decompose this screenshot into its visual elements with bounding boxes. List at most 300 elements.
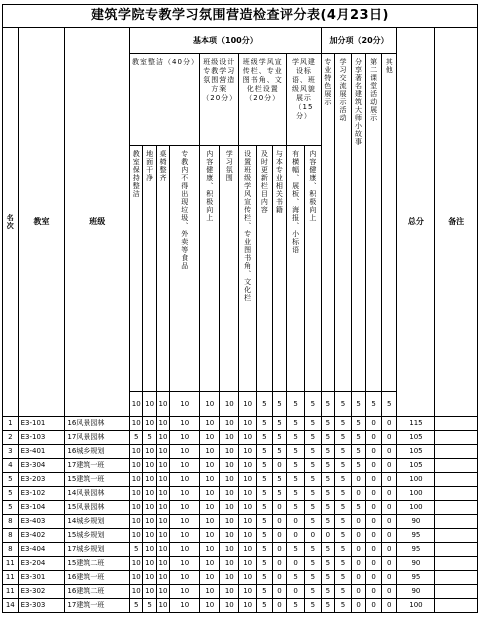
score-cell: 10 (170, 529, 200, 543)
score-cell: 0 (366, 557, 382, 571)
score-cell: 10 (143, 501, 156, 515)
score-cell: 10 (156, 543, 169, 557)
score-cell: 5 (321, 543, 334, 557)
col-second-classroom: 第二课堂活动展示 (366, 54, 382, 392)
score-cell: 10 (239, 571, 257, 585)
score-cell: 5 (351, 459, 365, 473)
score-cell: 10 (156, 557, 169, 571)
table-row (3, 529, 478, 543)
score-cell: 5 (305, 557, 322, 571)
score-cell: 10 (200, 529, 220, 543)
score-cell: 5 (305, 417, 322, 431)
group-slogans: 学风建设标语、班级风貌展示（15分） (287, 54, 322, 146)
score-cell: 10 (156, 417, 169, 431)
score-cell: 5 (321, 515, 334, 529)
score-cell: 10 (156, 487, 169, 501)
score-cell: 0 (287, 585, 305, 599)
score-cell: 10 (156, 445, 169, 459)
max-score-cell: 5 (257, 392, 273, 417)
total-cell: 90 (397, 515, 435, 529)
remark-cell (435, 431, 478, 445)
score-cell: 10 (200, 515, 220, 529)
score-cell: 10 (143, 557, 156, 571)
score-cell: 5 (305, 431, 322, 445)
score-cell: 0 (351, 515, 365, 529)
score-cell: 0 (381, 557, 397, 571)
score-cell: 0 (366, 543, 382, 557)
score-cell: 10 (156, 571, 169, 585)
score-cell: 5 (257, 585, 273, 599)
score-cell: 5 (305, 445, 322, 459)
score-cell: 5 (130, 599, 143, 613)
score-cell: 5 (305, 459, 322, 473)
col-other: 其他 (381, 54, 397, 392)
remark-cell (435, 473, 478, 487)
total-cell: 105 (397, 431, 435, 445)
col-exchange-activity: 学习交流展示活动 (335, 54, 352, 392)
score-cell: 10 (170, 515, 200, 529)
score-cell: 10 (143, 543, 156, 557)
score-cell: 10 (156, 529, 169, 543)
remark-cell (435, 571, 478, 585)
col-study-atmosphere: 学习氛围 (220, 146, 239, 392)
score-cell: 0 (351, 487, 365, 501)
total-cell: 100 (397, 599, 435, 613)
score-cell: 5 (130, 431, 143, 445)
group-classroom-clean: 教室整洁（40分） (130, 54, 200, 146)
score-cell: 10 (170, 459, 200, 473)
score-cell: 10 (200, 585, 220, 599)
remark-cell (435, 543, 478, 557)
score-cell: 10 (220, 431, 239, 445)
col-keep-clean: 教室保持整洁 (130, 146, 143, 392)
score-cell: 0 (351, 571, 365, 585)
score-cell: 10 (130, 417, 143, 431)
score-cell: 10 (239, 599, 257, 613)
score-cell: 5 (335, 557, 352, 571)
score-cell: 10 (220, 473, 239, 487)
score-cell: 10 (130, 515, 143, 529)
classroom-cell: E3-101 (18, 417, 65, 431)
score-cell: 0 (366, 599, 382, 613)
rank-cell: 3 (3, 445, 19, 459)
score-cell: 0 (351, 599, 365, 613)
score-cell: 10 (143, 445, 156, 459)
score-cell: 10 (143, 459, 156, 473)
score-cell: 5 (305, 501, 322, 515)
score-cell: 10 (143, 529, 156, 543)
score-cell: 10 (220, 599, 239, 613)
score-cell: 0 (351, 529, 365, 543)
max-score-cell: 10 (130, 392, 143, 417)
rank-header: 名次 (3, 28, 19, 417)
score-cell: 10 (220, 529, 239, 543)
classroom-cell: E3-204 (18, 557, 65, 571)
score-cell: 5 (335, 529, 352, 543)
score-cell: 0 (366, 417, 382, 431)
score-cell: 10 (170, 599, 200, 613)
class-cell: 17建筑一班 (65, 599, 130, 613)
score-cell: 10 (220, 459, 239, 473)
total-cell: 90 (397, 585, 435, 599)
score-cell: 0 (366, 487, 382, 501)
score-cell: 10 (156, 431, 169, 445)
score-cell: 10 (143, 417, 156, 431)
score-cell: 5 (305, 543, 322, 557)
table-row (3, 431, 478, 445)
classroom-cell: E3-301 (18, 571, 65, 585)
score-cell: 5 (321, 417, 334, 431)
score-cell: 5 (335, 571, 352, 585)
score-cell: 10 (200, 473, 220, 487)
score-cell: 5 (305, 571, 322, 585)
class-cell: 14风景园林 (65, 487, 130, 501)
score-cell: 5 (351, 431, 365, 445)
classroom-cell: E3-403 (18, 515, 65, 529)
bonus-items-header: 加分项（20分） (321, 28, 397, 54)
score-cell: 5 (257, 529, 273, 543)
col-set-columns: 设置班级学风宣传栏、专业图书角、文化栏 (239, 146, 257, 392)
score-cell: 5 (335, 585, 352, 599)
score-cell: 0 (366, 445, 382, 459)
class-header: 班级 (65, 28, 130, 417)
page-title: 建筑学院专教学习氛围营造检查评分表(4月23日) (3, 5, 478, 28)
score-cell: 5 (335, 487, 352, 501)
score-cell: 5 (257, 515, 273, 529)
score-cell: 0 (272, 515, 286, 529)
max-score-cell: 10 (220, 392, 239, 417)
max-score-cell: 5 (335, 392, 352, 417)
score-cell: 0 (351, 473, 365, 487)
score-cell: 5 (335, 445, 352, 459)
score-cell: 10 (170, 445, 200, 459)
max-score-cell: 5 (321, 392, 334, 417)
score-cell: 0 (366, 585, 382, 599)
total-header: 总分 (397, 28, 435, 417)
score-cell: 5 (287, 487, 305, 501)
group-publicity-column: 班级学风宣传栏、专业图书角、文化栏设置（20分） (239, 54, 287, 146)
score-cell: 5 (287, 445, 305, 459)
score-cell: 0 (351, 543, 365, 557)
score-cell: 0 (366, 473, 382, 487)
score-cell: 10 (130, 585, 143, 599)
score-cell: 5 (305, 599, 322, 613)
score-cell: 5 (257, 473, 273, 487)
score-cell: 10 (143, 585, 156, 599)
score-cell: 5 (272, 417, 286, 431)
remark-cell (435, 459, 478, 473)
total-cell: 115 (397, 417, 435, 431)
score-cell: 10 (200, 417, 220, 431)
col-content-healthy: 内容健康、积极向上 (200, 146, 220, 392)
table-row (3, 473, 478, 487)
group-atmosphere-plan: 班级设计专教学习氛围营造方案（20分） (200, 54, 239, 146)
score-cell: 10 (156, 599, 169, 613)
score-cell: 5 (257, 599, 273, 613)
score-cell: 10 (220, 585, 239, 599)
score-cell: 0 (366, 515, 382, 529)
score-cell: 10 (220, 487, 239, 501)
score-cell: 10 (239, 585, 257, 599)
class-cell: 14城乡规划 (65, 515, 130, 529)
rank-cell: 14 (3, 599, 19, 613)
score-cell: 10 (156, 515, 169, 529)
total-cell: 95 (397, 529, 435, 543)
rank-cell: 5 (3, 487, 19, 501)
remark-cell (435, 557, 478, 571)
score-cell: 10 (143, 571, 156, 585)
max-score-cell: 5 (381, 392, 397, 417)
score-cell: 0 (381, 515, 397, 529)
score-cell: 0 (381, 585, 397, 599)
score-cell: 0 (272, 529, 286, 543)
rank-cell: 8 (3, 529, 19, 543)
score-cell: 0 (381, 473, 397, 487)
score-cell: 10 (239, 529, 257, 543)
score-cell: 10 (220, 515, 239, 529)
score-cell: 10 (130, 487, 143, 501)
score-cell: 0 (381, 543, 397, 557)
remark-cell (435, 445, 478, 459)
rank-cell: 1 (3, 417, 19, 431)
score-cell: 5 (287, 459, 305, 473)
score-cell: 5 (335, 417, 352, 431)
table-row (3, 417, 478, 431)
score-cell: 0 (272, 599, 286, 613)
score-cell: 5 (335, 501, 352, 515)
score-cell: 5 (272, 487, 286, 501)
classroom-cell: E3-103 (18, 431, 65, 445)
score-cell: 5 (287, 417, 305, 431)
class-cell: 16建筑二班 (65, 585, 130, 599)
remark-cell (435, 501, 478, 515)
score-cell: 10 (130, 501, 143, 515)
score-cell: 10 (156, 473, 169, 487)
score-cell: 0 (381, 431, 397, 445)
classroom-cell: E3-203 (18, 473, 65, 487)
score-cell: 5 (305, 487, 322, 501)
score-cell: 0 (272, 557, 286, 571)
score-cell: 5 (287, 599, 305, 613)
class-cell: 15城乡规划 (65, 529, 130, 543)
score-cell: 10 (220, 417, 239, 431)
score-cell: 0 (366, 571, 382, 585)
score-cell: 5 (335, 473, 352, 487)
score-cell: 10 (170, 571, 200, 585)
score-cell: 5 (257, 431, 273, 445)
score-cell: 10 (130, 557, 143, 571)
score-cell: 10 (170, 473, 200, 487)
table-row (3, 599, 478, 613)
score-cell: 5 (287, 501, 305, 515)
score-cell: 0 (272, 459, 286, 473)
score-cell: 10 (200, 431, 220, 445)
score-cell: 10 (200, 445, 220, 459)
remark-header: 备注 (435, 28, 478, 417)
class-cell: 15风景园林 (65, 501, 130, 515)
col-floor-clean: 地面干净 (143, 146, 156, 392)
score-cell: 0 (381, 487, 397, 501)
class-cell: 16建筑一班 (65, 571, 130, 585)
class-cell: 17城乡规划 (65, 543, 130, 557)
score-cell: 10 (130, 571, 143, 585)
score-cell: 5 (272, 473, 286, 487)
score-cell: 5 (351, 445, 365, 459)
score-cell: 5 (257, 557, 273, 571)
score-cell: 10 (170, 557, 200, 571)
score-cell: 0 (272, 571, 286, 585)
score-cell: 10 (170, 431, 200, 445)
score-cell: 10 (239, 543, 257, 557)
table-row (3, 487, 478, 501)
score-cell: 10 (220, 501, 239, 515)
score-cell: 5 (305, 473, 322, 487)
rank-cell: 11 (3, 557, 19, 571)
score-cell: 0 (287, 515, 305, 529)
score-cell: 10 (239, 417, 257, 431)
remark-cell (435, 599, 478, 613)
col-major-feature: 专业特色展示 (321, 54, 334, 392)
remark-cell (435, 487, 478, 501)
score-cell: 10 (143, 473, 156, 487)
classroom-cell: E3-404 (18, 543, 65, 557)
col-architect-stories: 分享著名建筑大师小故事 (351, 54, 365, 392)
remark-cell (435, 585, 478, 599)
table-row (3, 585, 478, 599)
score-cell: 5 (335, 431, 352, 445)
classroom-cell: E3-304 (18, 459, 65, 473)
score-cell: 5 (143, 599, 156, 613)
score-cell: 5 (321, 501, 334, 515)
score-cell: 0 (272, 585, 286, 599)
score-cell: 10 (200, 599, 220, 613)
score-cell: 5 (287, 543, 305, 557)
rank-cell: 11 (3, 571, 19, 585)
score-cell: 5 (272, 431, 286, 445)
score-cell: 0 (287, 529, 305, 543)
score-cell: 10 (130, 459, 143, 473)
table-row (3, 557, 478, 571)
score-cell: 10 (239, 473, 257, 487)
score-cell: 0 (381, 571, 397, 585)
max-score-cell: 5 (272, 392, 286, 417)
rank-cell: 2 (3, 431, 19, 445)
score-cell: 0 (305, 529, 322, 543)
classroom-cell: E3-102 (18, 487, 65, 501)
class-cell: 16城乡规划 (65, 445, 130, 459)
score-cell: 5 (272, 445, 286, 459)
score-cell: 10 (156, 459, 169, 473)
class-cell: 17风景园林 (65, 431, 130, 445)
score-cell: 10 (156, 501, 169, 515)
col-desks-tidy: 桌椅整齐 (156, 146, 169, 392)
score-cell: 10 (220, 445, 239, 459)
score-cell: 5 (287, 431, 305, 445)
table-row (3, 543, 478, 557)
score-cell: 10 (156, 585, 169, 599)
score-cell: 5 (257, 445, 273, 459)
score-cell: 10 (239, 515, 257, 529)
score-cell: 0 (272, 501, 286, 515)
score-cell: 10 (170, 501, 200, 515)
remark-cell (435, 417, 478, 431)
score-cell: 10 (130, 445, 143, 459)
score-cell: 5 (257, 501, 273, 515)
total-cell: 100 (397, 473, 435, 487)
col-update-content: 及时更新栏目内容 (257, 146, 273, 392)
basic-items-header: 基本项（100分） (130, 28, 322, 54)
col-content-positive: 内容健康、积极向上 (305, 146, 322, 392)
class-cell: 15建筑一班 (65, 473, 130, 487)
classroom-cell: E3-104 (18, 501, 65, 515)
rank-cell: 11 (3, 585, 19, 599)
max-score-cell: 10 (156, 392, 169, 417)
score-table (2, 4, 478, 613)
score-cell: 5 (287, 473, 305, 487)
classroom-cell: E3-402 (18, 529, 65, 543)
score-cell: 10 (239, 557, 257, 571)
classroom-cell: E3-302 (18, 585, 65, 599)
max-score-cell: 10 (143, 392, 156, 417)
score-cell: 5 (335, 599, 352, 613)
score-cell: 0 (272, 543, 286, 557)
score-cell: 0 (321, 529, 334, 543)
score-cell: 10 (130, 473, 143, 487)
classroom-header: 教室 (18, 28, 65, 417)
col-no-garbage: 专教内不得出现垃圾、外卖等食品 (170, 146, 200, 392)
score-cell: 10 (143, 515, 156, 529)
score-cell: 5 (257, 487, 273, 501)
total-cell: 105 (397, 459, 435, 473)
score-cell: 5 (321, 599, 334, 613)
max-score-cell: 10 (170, 392, 200, 417)
total-cell: 100 (397, 487, 435, 501)
classroom-cell: E3-401 (18, 445, 65, 459)
score-cell: 5 (143, 431, 156, 445)
score-cell: 5 (321, 557, 334, 571)
score-cell: 5 (305, 515, 322, 529)
total-cell: 100 (397, 501, 435, 515)
score-cell: 5 (335, 543, 352, 557)
score-cell: 0 (366, 431, 382, 445)
score-cell: 5 (257, 543, 273, 557)
score-cell: 10 (220, 543, 239, 557)
score-cell: 0 (381, 599, 397, 613)
score-cell: 5 (287, 571, 305, 585)
class-cell: 16风景园林 (65, 417, 130, 431)
score-cell: 5 (321, 445, 334, 459)
score-cell: 10 (239, 445, 257, 459)
score-cell: 0 (381, 459, 397, 473)
max-score-cell: 5 (305, 392, 322, 417)
score-rows (3, 417, 478, 613)
rank-cell: 4 (3, 459, 19, 473)
score-cell: 5 (321, 571, 334, 585)
rank-cell: 8 (3, 543, 19, 557)
score-cell: 5 (257, 417, 273, 431)
score-cell: 10 (143, 487, 156, 501)
score-cell: 0 (381, 529, 397, 543)
score-cell: 10 (170, 585, 200, 599)
score-cell: 5 (257, 571, 273, 585)
score-cell: 10 (200, 459, 220, 473)
score-cell: 10 (200, 571, 220, 585)
total-cell: 95 (397, 571, 435, 585)
table-row (3, 501, 478, 515)
col-banners: 有横幅、展板、海报、小标语 (287, 146, 305, 392)
score-cell: 0 (366, 501, 382, 515)
score-cell: 5 (305, 585, 322, 599)
